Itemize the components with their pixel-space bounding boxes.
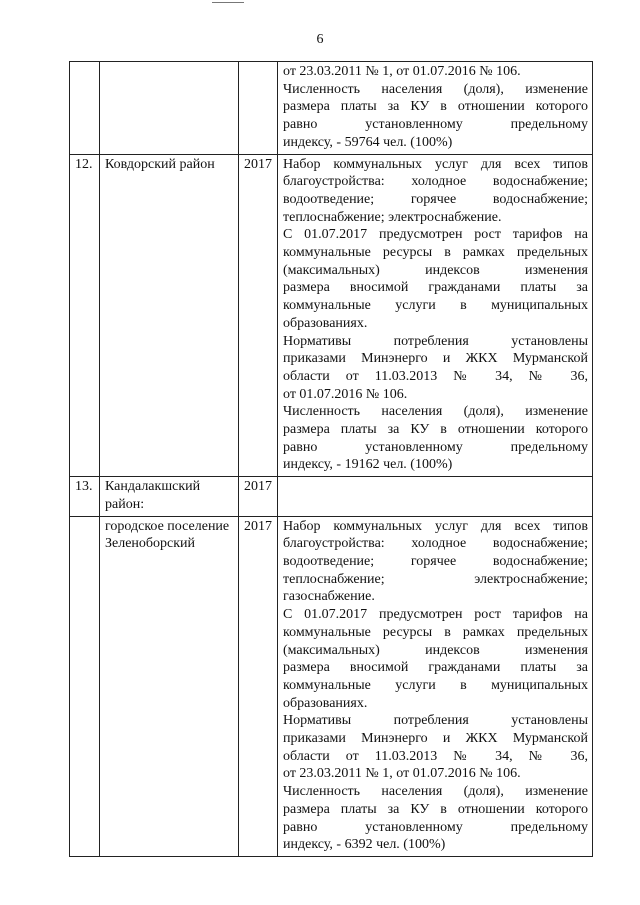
description-line: водоотведение; горячее водоснабжение;	[283, 553, 588, 569]
table-row	[70, 477, 593, 516]
row-number-cell: 12.	[70, 154, 100, 477]
table-row	[70, 62, 593, 155]
description-line: коммунальные ресурсы в рамках предельных	[283, 624, 588, 640]
description-cell	[278, 154, 593, 477]
table-row	[70, 154, 593, 477]
description-line: образованиях.	[283, 695, 368, 711]
row-number-cell: 13.	[70, 477, 100, 516]
description-line: Нормативы потребления установлены	[283, 713, 588, 729]
top-edge-mark	[212, 2, 244, 3]
description-line: индексу, - 19162 чел. (100%)	[283, 457, 453, 473]
description-line: от 23.03.2011 № 1, от 01.07.2016 № 106.	[283, 766, 521, 782]
description-line: приказами Минэнерго и ЖКХ Мурманской	[283, 351, 588, 367]
year-cell: 2017	[239, 477, 278, 516]
description-cell	[278, 477, 593, 516]
description-line: Численность населения (доля), изменение	[283, 784, 588, 800]
description-line: теплоснабжение; электроснабжение.	[283, 209, 502, 225]
row-number-cell	[70, 516, 100, 856]
description-line: коммунальные услуги в муниципальных	[283, 677, 588, 693]
description-line: размера вносимой гражданами платы за	[283, 280, 588, 296]
description-line: от 23.03.2011 № 1, от 01.07.2016 № 106.	[283, 64, 521, 79]
description-line: коммунальные ресурсы в рамках предельных	[283, 245, 588, 261]
description-line: равно установленному предельному	[283, 819, 588, 835]
description-line: водоотведение; горячее водоснабжение;	[283, 191, 588, 207]
page-number: 6	[316, 32, 324, 47]
description-line: теплоснабжение; электроснабжение;	[283, 571, 588, 587]
year-cell: 2017	[239, 154, 278, 477]
description-line: равно установленному предельному	[283, 117, 588, 133]
municipality-name-cell: городское поселение Зеленоборский	[100, 516, 239, 856]
description-cell	[278, 516, 593, 856]
description-line: образованиях.	[283, 315, 368, 331]
description-line: размера платы за КУ в отношении которого	[283, 422, 588, 438]
description-line: индексу, - 59764 чел. (100%)	[283, 134, 453, 150]
description-cell	[278, 62, 593, 155]
description-line: Набор коммунальных услуг для всех типов	[283, 518, 588, 534]
municipality-name-cell	[100, 62, 239, 155]
description-line: Набор коммунальных услуг для всех типов	[283, 156, 588, 172]
table-row	[70, 516, 593, 856]
description-line: размера вносимой гражданами платы за	[283, 660, 588, 676]
row-number-cell	[70, 62, 100, 155]
description-line: индексу, - 6392 чел. (100%)	[283, 837, 446, 853]
description-line: размера платы за КУ в отношении которого	[283, 801, 588, 817]
description-line: равно установленному предельному	[283, 439, 588, 455]
description-line: Нормативы потребления установлены	[283, 333, 588, 349]
description-line: благоустройства: холодное водоснабжение;	[283, 174, 588, 190]
description-line: приказами Минэнерго и ЖКХ Мурманской	[283, 731, 588, 747]
description-line: области от 11.03.2013 № 34, № 36,	[283, 368, 588, 384]
description-line: благоустройства: холодное водоснабжение;	[283, 536, 588, 552]
description-line: области от 11.03.2013 № 34, № 36,	[283, 748, 588, 764]
tariff-table	[69, 61, 593, 857]
description-line: (максимальных) индексов изменения	[283, 262, 588, 278]
municipality-name-cell: Кандалакшский район:	[100, 477, 239, 516]
description-line: (максимальных) индексов изменения	[283, 642, 588, 658]
municipality-name-cell: Ковдорский район	[100, 154, 239, 477]
description-line: С 01.07.2017 предусмотрен рост тарифов на	[283, 227, 588, 243]
description-line: размера платы за КУ в отношении которого	[283, 99, 588, 115]
description-line: Численность населения (доля), изменение	[283, 404, 588, 420]
year-cell: 2017	[239, 516, 278, 856]
description-line: Численность населения (доля), изменение	[283, 81, 588, 97]
description-line: от 01.07.2016 № 106.	[283, 386, 408, 402]
year-cell	[239, 62, 278, 155]
description-line: коммунальные услуги в муниципальных	[283, 298, 588, 314]
description-line: газоснабжение.	[283, 589, 375, 605]
description-line: С 01.07.2017 предусмотрен рост тарифов на	[283, 607, 588, 623]
